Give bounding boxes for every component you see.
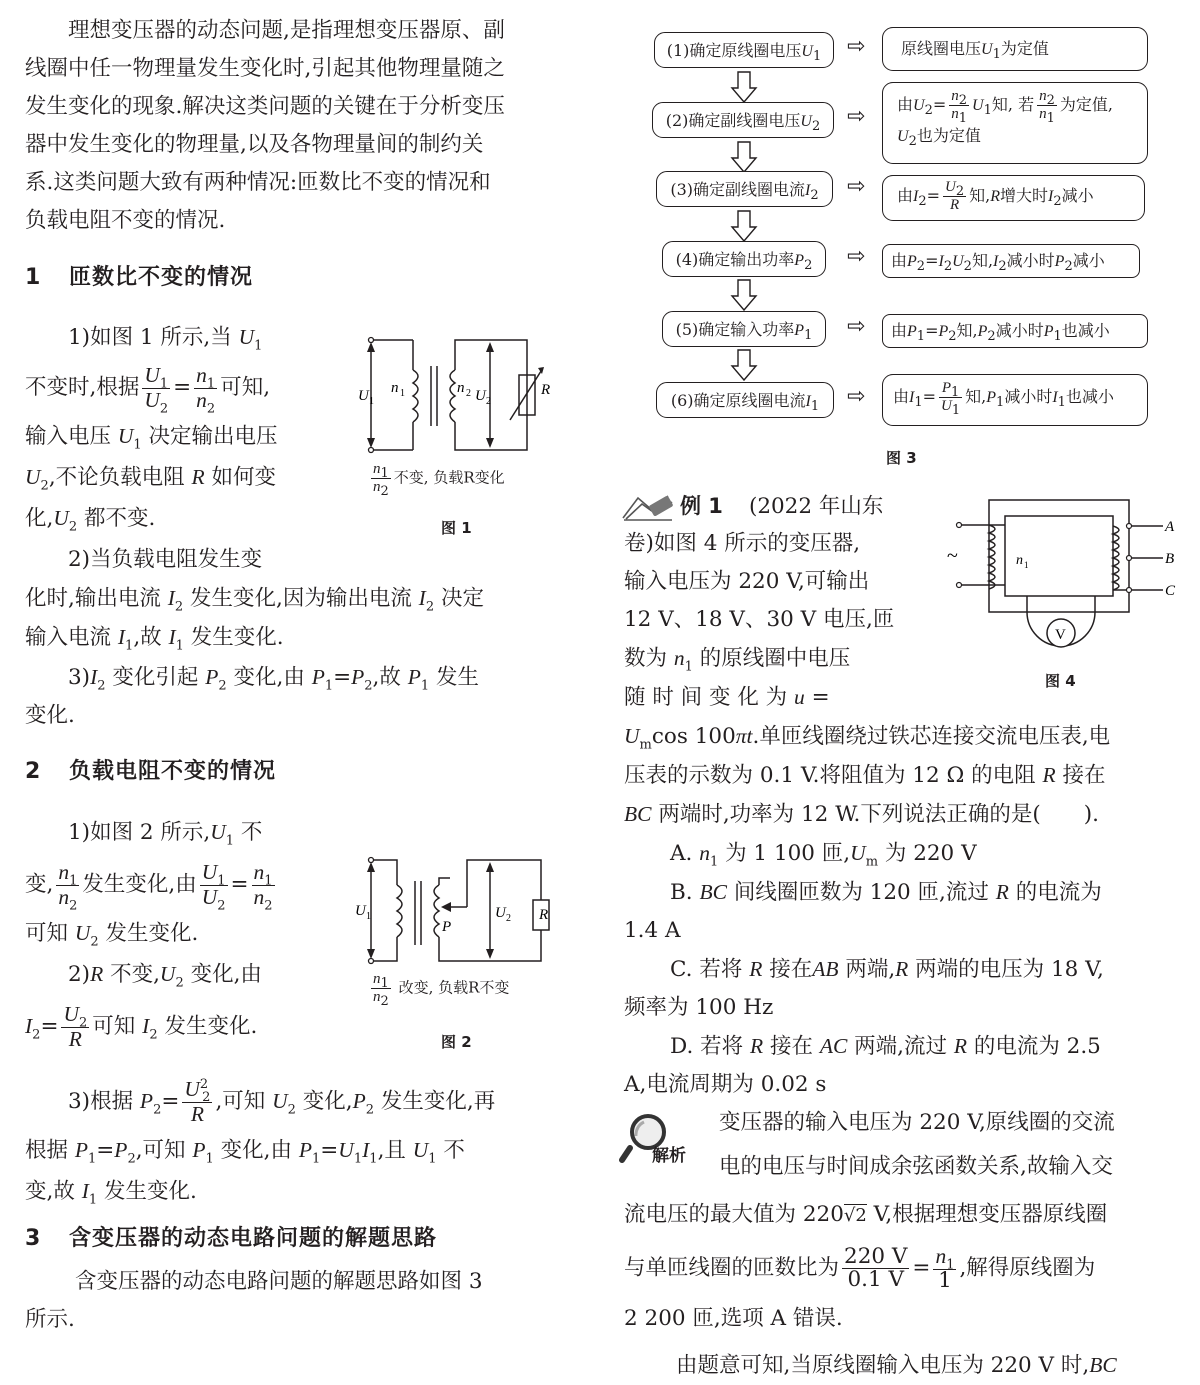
step-label: (6)确定原线圈电流 bbox=[670, 391, 806, 410]
text: 由 bbox=[891, 251, 908, 270]
flow-result-5: 由$P_1=P_2$知$,P_2$减小时$P_1$也减小 bbox=[882, 314, 1148, 348]
text: 发生变化,再 bbox=[380, 1089, 496, 1115]
text: 也为定值 bbox=[916, 125, 981, 145]
text: 变化,由 bbox=[220, 1138, 293, 1164]
text: ,解得原线圈为 bbox=[959, 1255, 1096, 1281]
flow-step-5: (5)确定输入功率$P_1$ bbox=[662, 311, 826, 347]
text: 由 bbox=[897, 94, 914, 114]
section-title: 负载电阻不变的情况 bbox=[69, 759, 277, 784]
svg-text:~: ~ bbox=[947, 545, 958, 567]
text: 两端时,功率为 12 W.下列说法正确的是( ). bbox=[658, 802, 1099, 827]
intro-line: 理想变压器的动态问题,是指理想变压器原、副 bbox=[68, 18, 505, 43]
s2-paragraph-1: 1)如图 2 所示$,U_1$ 不 变, $\frac{n_1}{n_2}$ 发生变化,由 $\frac{U_1}{U_2}$ = $\frac{n_1}{n_2}$ 可知 $U_2$ 发生变化. 2)R 不变$,U_2$ 变化,由 $I_2=$ $\frac{U_2}{R}$ 可知 $I_2$ 发生变化. bbox=[25, 820, 273, 1051]
figure-2-note bbox=[368, 971, 510, 1009]
svg-text:1: 1 bbox=[369, 396, 374, 407]
flow-result-4: 由$P_2=I_2U_2$知$,I_2$减小时$P_2$减小 bbox=[882, 244, 1140, 278]
svg-text:R: R bbox=[539, 907, 549, 923]
sub: 1 bbox=[254, 338, 263, 354]
section-2-heading bbox=[25, 757, 276, 787]
text: 数为 bbox=[624, 646, 668, 671]
text: ,可知 bbox=[135, 1138, 186, 1164]
svg-text:1: 1 bbox=[1024, 560, 1029, 570]
figure-1-circuit bbox=[355, 330, 555, 460]
figure-1-note bbox=[368, 461, 505, 499]
intro-line: 线圈中任一物理量发生变化时,引起其他物理量随之 bbox=[25, 56, 505, 81]
text: 与单匝线圈的匝数比为 bbox=[624, 1255, 840, 1281]
text: 流电压的最大值为 220 bbox=[624, 1202, 844, 1227]
example-1: 例 1 (2022 年山东 卷)如图 4 所示的变压器, 输入电压为 220 V,可输出 12 V、18 V、30 V 电压,匝 数为 $n_1$ 的原线圈中电压 随 时 间 变 化 为 u = $U_m\cos$ 100πt.单匝线圈绕过铁芯连接交流电压表,电 压表的示数为 0.1 V.将阻值为 12 Ω 的电阻 R 接在 BC 两端时,功率为 12 W.下列说法正确的是( ). A. $n_1$ 为 1 100 匝$,U_m$ 为 220 V B. BC 间线圈匝数为 120 匝,流过 R 的电流为 1.4 A C. 若将 R 接在AB 两端,R 两端的电压为 18 V, 频率为 100 Hz D. 若将 R 接在 AC 两端,流过 R 的电流为 2.5 A,电流周期为 0.02 s bbox=[624, 487, 1184, 1104]
option-a: A. $n_1$ 为 1 100 匝$,U_m$ 为 220 V bbox=[670, 841, 977, 870]
step-label: (3)确定副线圈电流 bbox=[670, 180, 806, 199]
svg-text:U: U bbox=[355, 903, 366, 919]
text: ,故 bbox=[133, 625, 162, 650]
text: 知, bbox=[969, 185, 991, 205]
text: 卷)如图 4 所示的变压器, bbox=[624, 531, 861, 556]
text: 输入电流 bbox=[25, 625, 112, 650]
text: 发生变化,因为输出电流 bbox=[189, 586, 412, 611]
text: ,且 bbox=[377, 1138, 406, 1164]
figure-3-caption: 图 3 bbox=[886, 449, 917, 467]
text: 也减小 bbox=[1061, 321, 1110, 340]
text: 原线圈电压 bbox=[901, 39, 982, 58]
text: 的原线圈中电压 bbox=[699, 646, 851, 671]
text: 知, 若 bbox=[991, 94, 1035, 114]
svg-text:B: B bbox=[1165, 551, 1175, 567]
flow-step-6: (6)确定原线圈电流$I_1$ bbox=[656, 382, 834, 418]
text: 发生变化. bbox=[103, 1179, 197, 1205]
text: 3) bbox=[68, 665, 91, 690]
fraction-n1-n2: $\frac{n_1}{n_2}$ bbox=[373, 461, 389, 499]
right-arrow-icon: ⇨ bbox=[847, 244, 866, 269]
text: 减小 bbox=[1061, 185, 1094, 205]
s3-paragraph bbox=[25, 1263, 585, 1339]
text: 减小时 bbox=[995, 321, 1044, 340]
flow-result-6: 由$I_1=$ $\frac{P_1}{U_1}$ 知$,P_1$减小时$I_1$也减小 bbox=[882, 374, 1148, 426]
text: 2)当负载电阻发生变 bbox=[68, 547, 263, 572]
example-tag: 例 1 bbox=[680, 494, 723, 518]
svg-text:2: 2 bbox=[506, 913, 511, 924]
text: ,故 bbox=[372, 665, 401, 690]
option-b-cont: 1.4 A bbox=[624, 918, 681, 943]
text: 发生变化. bbox=[105, 921, 199, 947]
section-number: 2 bbox=[25, 759, 42, 784]
text: 减小 bbox=[1072, 251, 1105, 270]
text: 发生 bbox=[436, 665, 480, 690]
text: 变化引起 bbox=[112, 665, 199, 690]
text: 变,故 bbox=[25, 1179, 75, 1205]
flow-step-4: (4)确定输出功率$P_2$ bbox=[662, 241, 826, 277]
note-text: 改变, 负载R不变 bbox=[398, 978, 510, 997]
text: 为定值 bbox=[1000, 39, 1049, 58]
intro-paragraph bbox=[25, 12, 577, 240]
section-title: 含变压器的动态电路问题的解题思路 bbox=[69, 1226, 438, 1251]
text: 变化,由 bbox=[190, 962, 262, 988]
fraction-u2sq-r: $\frac{U^2_2}{R}$ bbox=[184, 1076, 211, 1126]
text: 含变压器的动态电路问题的解题思路如图 3 bbox=[75, 1269, 483, 1294]
text: 2 200 匝,选项 A 错误. bbox=[624, 1306, 843, 1332]
svg-text:V: V bbox=[1055, 627, 1066, 643]
text: 不变时,根据 bbox=[25, 375, 140, 401]
text: 可知 bbox=[92, 1014, 136, 1040]
text: (2022 年山东 bbox=[748, 494, 884, 519]
sym-u: U bbox=[238, 325, 255, 349]
s1-paragraph-1: 1)如图 1 所示,当 $U_1$ 不变时,根据 $\frac{U_1}{U_2}$ = $\frac{n_1}{n_2}$ 可知, 输入电压 $U_1$ 决定输出电压 $U_2$,不论负载电阻 R 如何变 化$,U_2$ 都不变. bbox=[25, 325, 278, 535]
text: cos 100 bbox=[651, 724, 736, 749]
svg-text:U: U bbox=[475, 388, 486, 404]
svg-text:2: 2 bbox=[486, 396, 491, 407]
flow-step-3: (3)确定副线圈电流$I_2$ bbox=[656, 171, 833, 207]
text: 发生变化. bbox=[190, 625, 284, 650]
text: 由 bbox=[891, 321, 908, 340]
option-c-cont: 频率为 100 Hz bbox=[624, 995, 774, 1020]
eq: = bbox=[173, 375, 192, 401]
option-d-cont: A,电流周期为 0.02 s bbox=[624, 1072, 827, 1097]
s2-paragraph-3: 3)根据 $P_2=$ $\frac{U^2_2}{R}$ ,可知 $U_2$ 变化$,P_2$ 发生变化,再 根据 $P_1=P_2$,可知 $P_1$ 变化,由 $P_1=U_1I_1$,且 $U_1$ 不 变,故 $I_1$ 发生变化. bbox=[25, 1076, 496, 1208]
figure-2-caption: 图 2 bbox=[441, 1033, 472, 1051]
solution-tag: 解析 bbox=[652, 1146, 686, 1166]
text: 化, bbox=[25, 506, 54, 532]
text: 知, bbox=[956, 321, 978, 340]
fraction-n1-1: $\frac{n_1}{1}$ bbox=[935, 1244, 955, 1293]
text: .单匝线圈绕过铁芯连接交流电压表,电 bbox=[752, 724, 1111, 749]
right-arrow-icon: ⇨ bbox=[847, 314, 866, 339]
right-arrow-icon: ⇨ bbox=[847, 34, 866, 59]
flow-step-1: (1)确定原线圈电压$U_1$ bbox=[654, 32, 834, 68]
svg-text:1: 1 bbox=[366, 911, 371, 922]
step-label: (1)确定原线圈电压 bbox=[666, 41, 802, 60]
text: 变化. bbox=[25, 703, 75, 728]
section-number: 1 bbox=[25, 265, 42, 290]
figure-4-caption: 图 4 bbox=[1045, 672, 1076, 690]
fraction-u1-u2: $\frac{U_1}{U_2}$ bbox=[201, 860, 226, 913]
intro-line: 负载电阻不变的情况. bbox=[25, 208, 226, 233]
svg-text:A: A bbox=[1165, 519, 1175, 535]
text: 不 bbox=[240, 820, 263, 845]
text: 根据 bbox=[25, 1138, 69, 1164]
svg-text:2: 2 bbox=[466, 388, 471, 399]
fraction-n1-n2: $\frac{n_1}{n_2}$ bbox=[373, 971, 389, 1009]
text: 所示. bbox=[25, 1307, 75, 1332]
text: 变化,由 bbox=[233, 665, 305, 690]
text: 发生变化. bbox=[164, 1014, 258, 1040]
flow-result-3: 由$I_2=$ $\frac{U_2}{R}$ 知,R增大时$I_2$减小 bbox=[882, 175, 1145, 221]
svg-text:R: R bbox=[541, 382, 551, 398]
svg-text:1: 1 bbox=[400, 388, 405, 399]
text: 知, bbox=[965, 386, 987, 406]
intro-line: 系.这类问题大致有两种情况:匝数比不变的情况和 bbox=[25, 170, 491, 195]
fraction-n1-n2: $\frac{n_1}{n_2}$ bbox=[58, 860, 78, 913]
text: V,根据理想变压器原线圈 bbox=[866, 1202, 1108, 1227]
intro-line: 发生变化的现象.解决这类问题的关键在于分析变压 bbox=[25, 94, 505, 119]
text: 不变, bbox=[110, 962, 160, 988]
fraction-u2-r: $\frac{U_2}{R}$ bbox=[63, 1002, 88, 1051]
flow-result-2: 由$U_2=$ $\frac{n_2}{n_1}$ $U_1$知, 若 $\frac{n_2}{n_1}$ 为定值, $U_2$也为定值 bbox=[882, 82, 1148, 164]
note-text: 不变, 负载R变化 bbox=[393, 468, 505, 487]
text: 由题意可知,当原线圈输入电压为 220 V 时, bbox=[676, 1353, 1090, 1379]
solution-text: 变压器的输入电压为 220 V,原线圈的交流 电的电压与时间成余弦函数关系,故输入交 流电压的最大值为 220√2 V,根据理想变压器原线圈 与单匝线圈的匝数比为 $\frac{220 V}{0.1 V}$ = $\frac{n_1}{1}$ ,解得原线圈为 2 200 匝,选项 A 错误. 由题意可知,当原线圈输入电压为 220 V 时,BC bbox=[624, 1104, 1184, 1385]
svg-text:P: P bbox=[442, 919, 452, 935]
text: 由 bbox=[893, 386, 910, 406]
text: 增大时 bbox=[1000, 185, 1049, 205]
right-arrow-icon: ⇨ bbox=[847, 104, 866, 129]
right-arrow-icon: ⇨ bbox=[847, 384, 866, 409]
text: 为定值, bbox=[1059, 94, 1113, 114]
text: 压表的示数为 0.1 V.将阻值为 12 Ω 的电阻 bbox=[624, 763, 1036, 788]
fraction-u1-u2: $\frac{U_1}{U_2}$ bbox=[144, 363, 169, 416]
svg-text:U: U bbox=[358, 388, 369, 404]
text: 1)如图 1 所示,当 bbox=[68, 325, 232, 350]
text: 也减小 bbox=[1065, 386, 1114, 406]
text: 减小时 bbox=[1004, 386, 1053, 406]
step-label: (4)确定输出功率 bbox=[675, 250, 795, 269]
text: 随 时 间 变 化 为 bbox=[624, 685, 788, 710]
flow-result-1: 原线圈电压$U_1$为定值 bbox=[882, 27, 1148, 71]
svg-text:U: U bbox=[495, 905, 506, 921]
figure-4-transformer bbox=[945, 492, 1175, 652]
svg-text:n: n bbox=[1016, 553, 1023, 568]
text: ,可知 bbox=[215, 1089, 266, 1115]
figure-2-circuit bbox=[355, 855, 555, 965]
section-number: 3 bbox=[25, 1226, 42, 1251]
text: 12 V、18 V、30 V 电压,匝 bbox=[624, 607, 895, 632]
svg-text:C: C bbox=[1165, 583, 1176, 599]
text: 发生变化,由 bbox=[82, 872, 197, 898]
text: 输入电压为 220 V,可输出 bbox=[624, 569, 870, 594]
fraction-220-01: $\frac{220 V}{0.1 V}$ bbox=[844, 1243, 908, 1293]
text: 1)如图 2 所示, bbox=[68, 820, 211, 845]
text: 不 bbox=[443, 1138, 465, 1164]
figure-1-caption: 图 1 bbox=[441, 519, 472, 537]
text: 3)根据 bbox=[68, 1089, 134, 1115]
fraction-n1-n2: $\frac{n_1}{n_2}$ bbox=[253, 860, 273, 913]
intro-line: 器中发生变化的物理量,以及各物理量间的制约关 bbox=[25, 132, 484, 157]
step-label: (2)确定副线圈电压 bbox=[665, 111, 801, 130]
svg-text:n: n bbox=[391, 380, 399, 396]
s1-paragraph-3: $3)I_2$ 变化引起 $P_2$ 变化,由 $P_1=P_2$,故 $P_1$ 发生 变化. bbox=[25, 658, 585, 735]
text: 化时,输出电流 bbox=[25, 586, 161, 611]
step-label: (5)确定输入功率 bbox=[675, 320, 795, 339]
text: 变压器的输入电压为 220 V,原线圈的交流 bbox=[719, 1110, 1115, 1135]
text: 变化, bbox=[302, 1089, 353, 1115]
text: 由 bbox=[897, 185, 914, 205]
text: 可知, bbox=[220, 375, 271, 401]
text: 都不变. bbox=[84, 506, 156, 532]
s1-paragraph-2: 2)当负载电阻发生变 化时,输出电流 $I_2$ 发生变化,因为输出电流 $I_2$ 决定 输入电流 $I_1$,故 $I_1$ 发生变化. bbox=[25, 541, 585, 657]
text: 变, bbox=[25, 872, 54, 898]
option-b: B. BC 间线圈匝数为 120 匝,流过 R 的电流为 bbox=[670, 880, 1102, 905]
option-c: C. 若将 R 接在AB 两端,R 两端的电压为 18 V, bbox=[670, 957, 1104, 982]
right-arrow-icon: ⇨ bbox=[847, 174, 866, 199]
option-d: D. 若将 R 接在 AC 两端,流过 R 的电流为 2.5 bbox=[670, 1034, 1101, 1059]
sqrt-2: √2 bbox=[843, 1205, 867, 1226]
section-3-heading bbox=[25, 1224, 437, 1254]
text: 接在 bbox=[1062, 763, 1106, 788]
text: 如何变 bbox=[211, 465, 276, 491]
flow-step-2: (2)确定副线圈电压$U_2$ bbox=[652, 102, 834, 138]
text: 决定输出电压 bbox=[148, 424, 278, 450]
text: 知, bbox=[971, 251, 994, 270]
text: 2) bbox=[68, 962, 91, 988]
text: ,不论负载电阻 bbox=[48, 465, 185, 491]
fraction-n1-n2: $\frac{n_1}{n_2}$ bbox=[196, 363, 216, 416]
text: 可知 bbox=[25, 921, 69, 947]
section-1-heading bbox=[25, 263, 253, 293]
text: 决定 bbox=[440, 586, 484, 611]
text: 减小时 bbox=[1006, 251, 1055, 270]
text: 电的电压与时间成余弦函数关系,故输入交 bbox=[719, 1154, 1113, 1179]
section-title: 匝数比不变的情况 bbox=[69, 265, 254, 290]
text: 输入电压 bbox=[25, 424, 112, 450]
svg-text:n: n bbox=[457, 380, 465, 396]
